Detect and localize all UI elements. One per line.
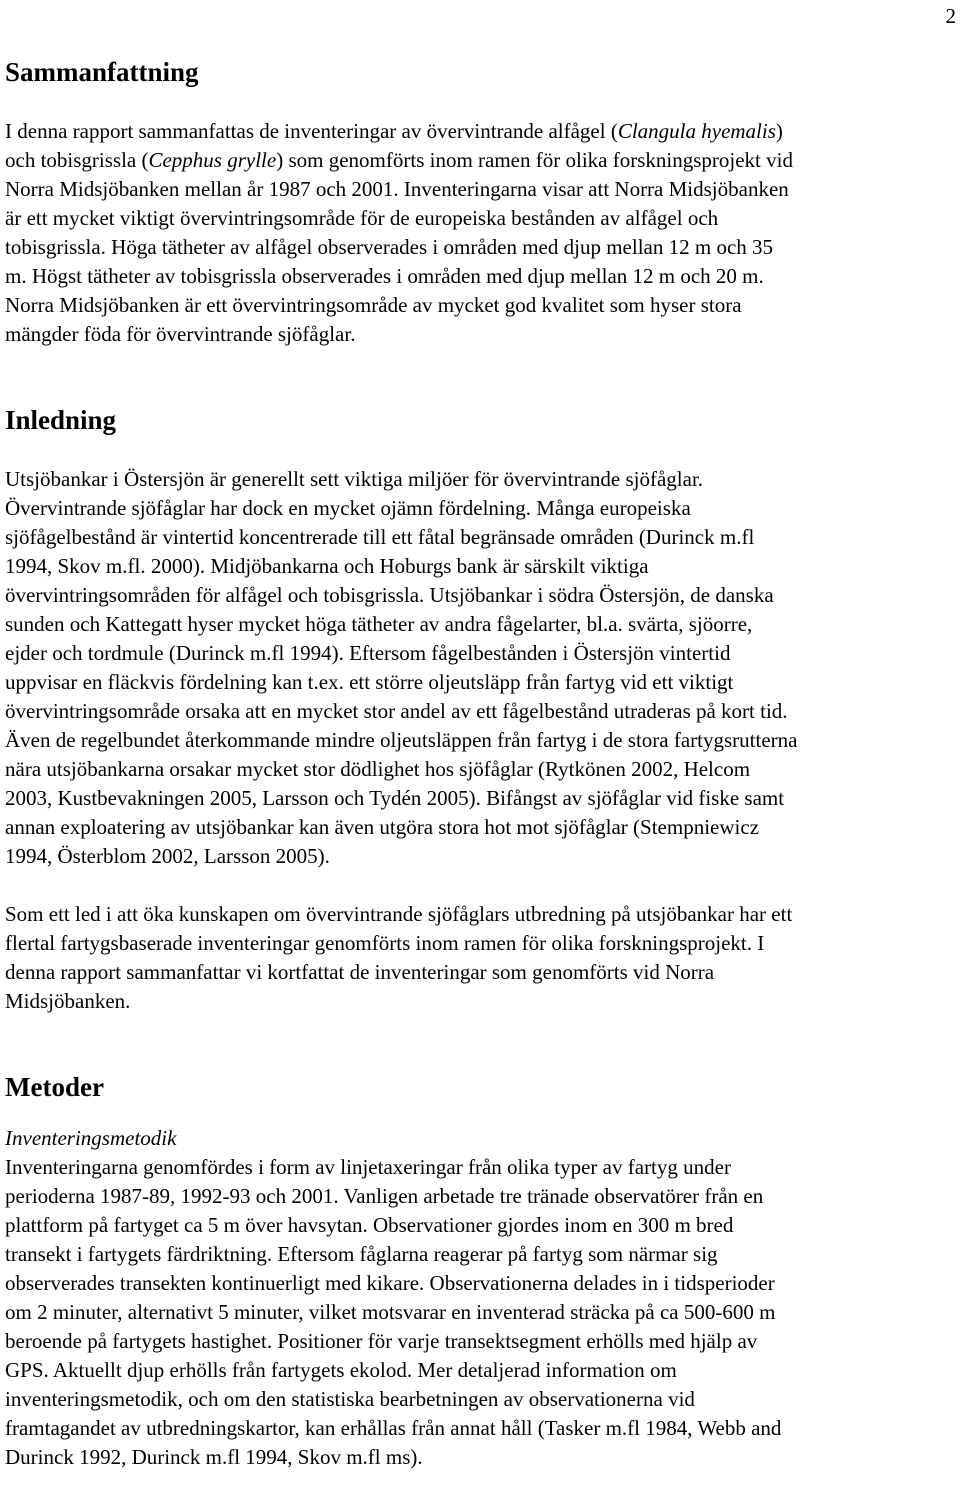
intro-paragraph-2: Som ett led i att öka kunskapen om övervintrande sjöfåglars utbredning på utsjöbankar har ett flertal fartygsbaserade inventeringar genomförts inom ramen för olika forskningsprojekt. I denna rapport sammanfattar vi kortfattat de inventeringar som genomförts vid Norra Midsjöbanken. xyxy=(5,902,793,1013)
summary-paragraph xyxy=(5,117,955,349)
latin-name-long-tailed-duck: Clangula hyemalis xyxy=(617,119,776,143)
latin-name-black-guillemot: Cepphus grylle xyxy=(148,148,277,172)
intro-section xyxy=(5,400,955,1016)
summary-text-part3: ) som genomförts inom ramen för olika forskningsprojekt vid Norra Midsjöbanken mellan år 1987 och 2001. Inventeringarna visar att Norra Midsjöbanken är ett mycket viktigt övervintringsområde för de europeiska bestånden av alfågel och tobisgrissla. Höga tätheter av alfågel observerades i områden med djup mellan 12 m och 35 m. Högst tätheter av tobisgrissla observerades i områden med djup mellan 12 m och 20 m. Norra Midsjöbanken är ett övervintringsområde av mycket god kvalitet som hyser stora mängder föda för övervintrande sjöfåglar. xyxy=(5,148,793,346)
methods-paragraph: Inventeringarna genomfördes i form av linjetaxeringar från olika typer av fartyg under perioderna 1987-89, 1992-93 och 2001. Vanligen arbetade tre tränade observatörer från en plattform på fartyget ca 5 m över havsytan. Observationer gjordes inom en 300 m bred transekt i fartygets färdriktning. Eftersom fåglarna reagerar på fartyg som närmar sig observerades transekten kontinuerligt med kikare. Observationerna delades in i tidsperioder om 2 minuter, alternativt 5 minuter, vilket motsvarar en inventerad sträcka på ca 500-600 m beroende på fartygets hastighet. Positioner för varje transektsegment erhölls med hjälp av GPS. Aktuellt djup erhölls från fartygets ekolod. Mer detaljerad information om inventeringsmetodik, och om den statistiska bearbetningen av observationerna vid framtagandet av utbredningskartor, kan erhållas från annat håll (Tasker m.fl 1984, Webb and Durinck 1992, Durinck m.fl 1994, Skov m.fl ms). xyxy=(5,1155,782,1469)
summary-heading: Sammanfattning xyxy=(5,57,199,87)
document-body xyxy=(5,52,955,1472)
summary-text-part1: I denna rapport sammanfattas de inventeringar av övervintrande alfågel ( xyxy=(5,119,618,143)
intro-paragraph-1: Utsjöbankar i Östersjön är generellt sett viktiga miljöer för övervintrande sjöfåglar. Övervintrande sjöfåglar har dock en mycket ojämn fördelning. Många europeiska sjöfågelbestånd är vintertid koncentrerade till ett fåtal begränsade områden (Durinck m.fl 1994, Skov m.fl. 2000). Midjöbankarna och Hoburgs bank är särskilt viktiga övervintringsområden för alfågel och tobisgrissla. Utsjöbankar i södra Östersjön, de danska sunden och Kattegatt hyser mycket höga tätheter av andra fågelarter, bl.a. svärta, sjöorre, ejder och tordmule (Durinck m.fl 1994). Eftersom fågelbestånden i Östersjön vintertid uppvisar en fläckvis fördelning kan t.ex. ett större oljeutsläpp från fartyg vid ett viktigt övervintringsområde orsaka att en mycket stor andel av ett fågelbestånd utraderas på kort tid. Även de regelbundet återkommande mindre oljeutsläppen från fartyg i de stora fartygsrutterna nära utsjöbankarna orsakar mycket stor dödlighet hos sjöfåglar (Rytkönen 2002, Helcom 2003, Kustbevakningen 2005, Larsson och Tydén 2005). Bifångst av sjöfåglar vid fiske samt annan exploatering av utsjöbankar kan även utgöra stora hot mot sjöfåglar (Stempniewicz 1994, Österblom 2002, Larsson 2005). xyxy=(5,467,798,868)
summary-section xyxy=(5,52,955,349)
page-number: 2 xyxy=(945,4,956,28)
methods-section xyxy=(5,1067,955,1472)
methods-subheading: Inventeringsmetodik xyxy=(5,1126,177,1150)
summary-text-part2: ) och tobisgrissla ( xyxy=(5,119,783,172)
methods-heading: Metoder xyxy=(5,1072,104,1102)
intro-heading: Inledning xyxy=(5,405,117,435)
